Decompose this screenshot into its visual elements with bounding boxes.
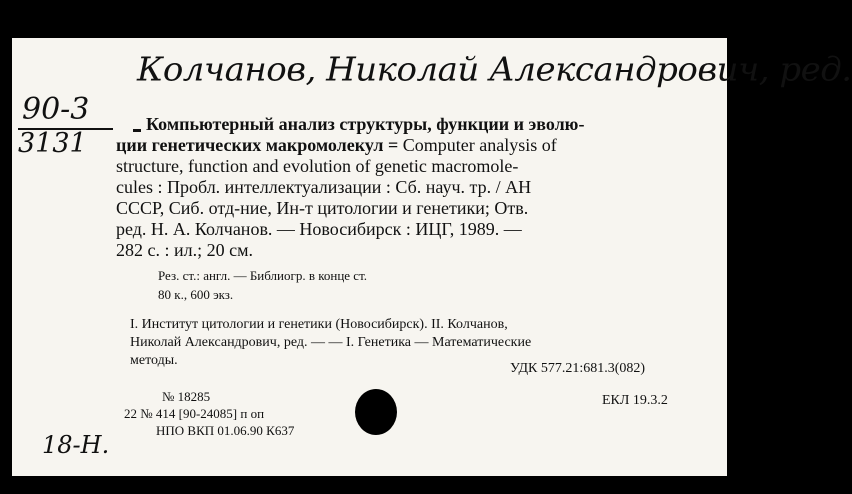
bib-line-4: cules : Пробл. интеллектуализации : Сб. науч. тр. / АН [116,177,532,197]
tracing-line-1: I. Институт цитологии и генетики (Новосибирск). II. Колчанов, [130,317,508,332]
classification-bottom: 3131 [18,128,87,159]
title-bullet [133,129,141,132]
ekl-code: ЕКЛ 19.3.2 [602,393,668,408]
handwritten-bottom-note: 18-Н. [42,431,110,459]
title-line-2: ции генетических макромолекул = Computer analysis of [116,135,557,155]
classification-top: 90-3 [22,92,90,127]
bib-line-7: 282 с. : ил.; 20 см. [116,240,253,260]
record-number: № 18285 [162,389,211,404]
tracing-line-2: Николай Александрович, ред. — — I. Генетика — Математические [130,335,532,350]
bib-line-5: СССР, Сиб. отд-ние, Ин-т цитологии и генетики; Отв. [116,198,529,218]
catalog-card [12,38,852,476]
udk-code: УДК 577.21:681.3(082) [510,361,646,376]
order-line: 22 № 414 [90-24085] п оп [124,406,265,421]
card-punch-hole [355,389,397,435]
bib-line-3: structure, function and evolution of genetic macromole- [116,156,519,176]
note-line-1: Рез. ст.: англ. — Библиогр. в конце ст. [158,268,368,283]
npo-line: НПО ВКП 01.06.90 К637 [156,423,295,438]
title-line-1: Компьютерный анализ структуры, функции и эволю- [146,114,585,134]
tracing-line-3: методы. [130,353,178,368]
bib-line-6: ред. Н. А. Колчанов. — Новосибирск : ИЦГ, 1989. — [116,219,522,239]
note-line-2: 80 к., 600 экз. [158,287,234,302]
handwritten-author: Колчанов, Николай Александрович, ред. [137,51,852,89]
